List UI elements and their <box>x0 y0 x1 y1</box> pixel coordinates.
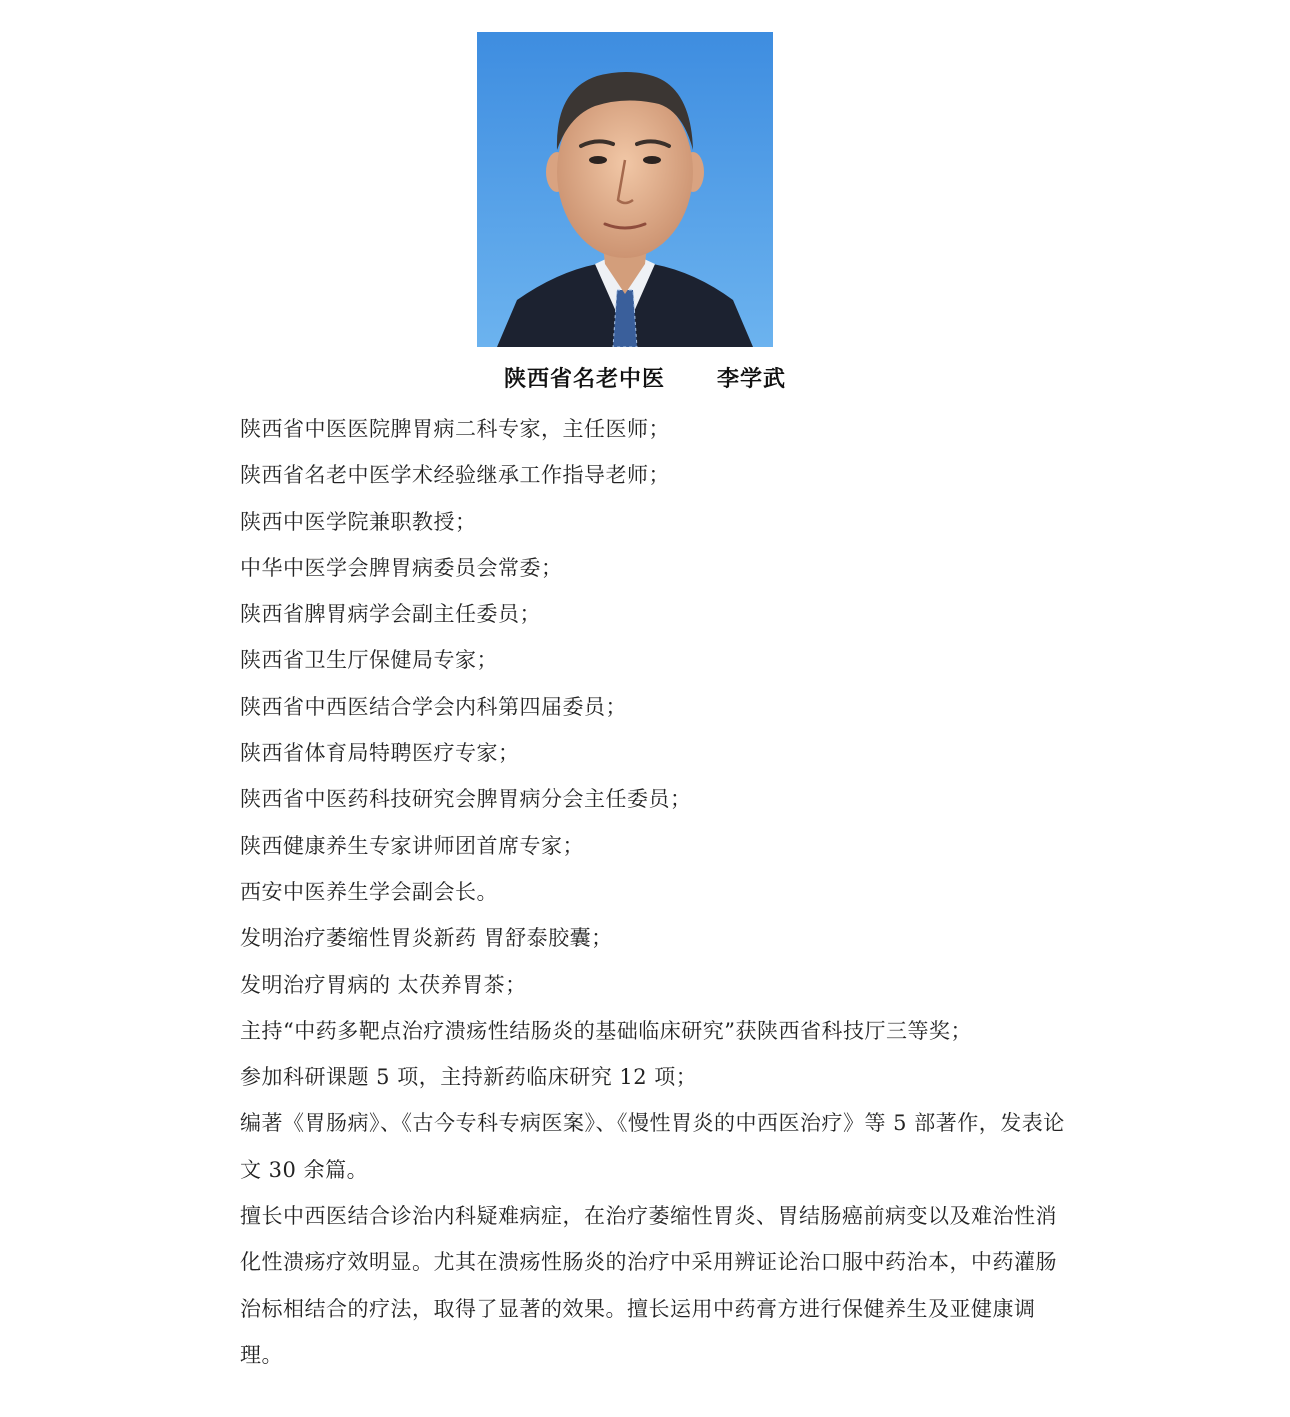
bio-list <box>240 406 1070 1378</box>
publications-paragraph: 编著《胃肠病》、《古今专科专病医案》、《慢性胃炎的中西医治疗》等 5 部著作，发表论文 30 余篇。 <box>240 1111 1065 1182</box>
bio-line: 陕西中医学院兼职教授； <box>240 509 477 534</box>
bio-line: 陕西健康养生专家讲师团首席专家； <box>240 833 584 858</box>
specialty-paragraph: 擅长中西医结合诊治内科疑难病症，在治疗萎缩性胃炎、胃结肠癌前病变以及难治性消化性溃疡疗效明显。尤其在溃疡性肠炎的治疗中采用辨证论治口服中药治本，中药灌肠治标相结合的疗法，取得了显著的效果。擅长运用中药膏方进行保健养生及亚健康调理。 <box>240 1204 1057 1367</box>
bio-line: 陕西省脾胃病学会副主任委员； <box>240 602 541 627</box>
caption-name: 李学武 <box>717 367 787 392</box>
bio-line: 参加科研课题 5 项，主持新药临床研究 12 项； <box>240 1065 698 1090</box>
portrait-caption <box>0 362 1290 393</box>
bio-line: 陕西省中西医结合学会内科第四届委员； <box>240 694 627 719</box>
bio-line: 中华中医学会脾胃病委员会常委； <box>240 555 563 580</box>
bio-line: 发明治疗胃病的 太茯养胃茶； <box>240 972 527 997</box>
bio-line: 陕西省卫生厅保健局专家； <box>240 648 498 673</box>
portrait-photo <box>477 32 773 347</box>
caption-title: 陕西省名老中医 <box>503 367 665 392</box>
bio-line: 陕西省中医医院脾胃病二科专家，主任医师； <box>240 417 670 441</box>
bio-line: 陕西省名老中医学术经验继承工作指导老师； <box>240 463 670 488</box>
bio-line: 主持“中药多靶点治疗溃疡性结肠炎的基础临床研究”获陕西省科技厅三等奖； <box>240 1018 972 1043</box>
bio-line: 陕西省中医药科技研究会脾胃病分会主任委员； <box>240 787 692 812</box>
bio-line: 发明治疗萎缩性胃炎新药 胃舒泰胶囊； <box>240 926 613 951</box>
bio-line: 陕西省体育局特聘医疗专家； <box>240 741 520 766</box>
bio-line: 西安中医养生学会副会长。 <box>240 879 498 904</box>
